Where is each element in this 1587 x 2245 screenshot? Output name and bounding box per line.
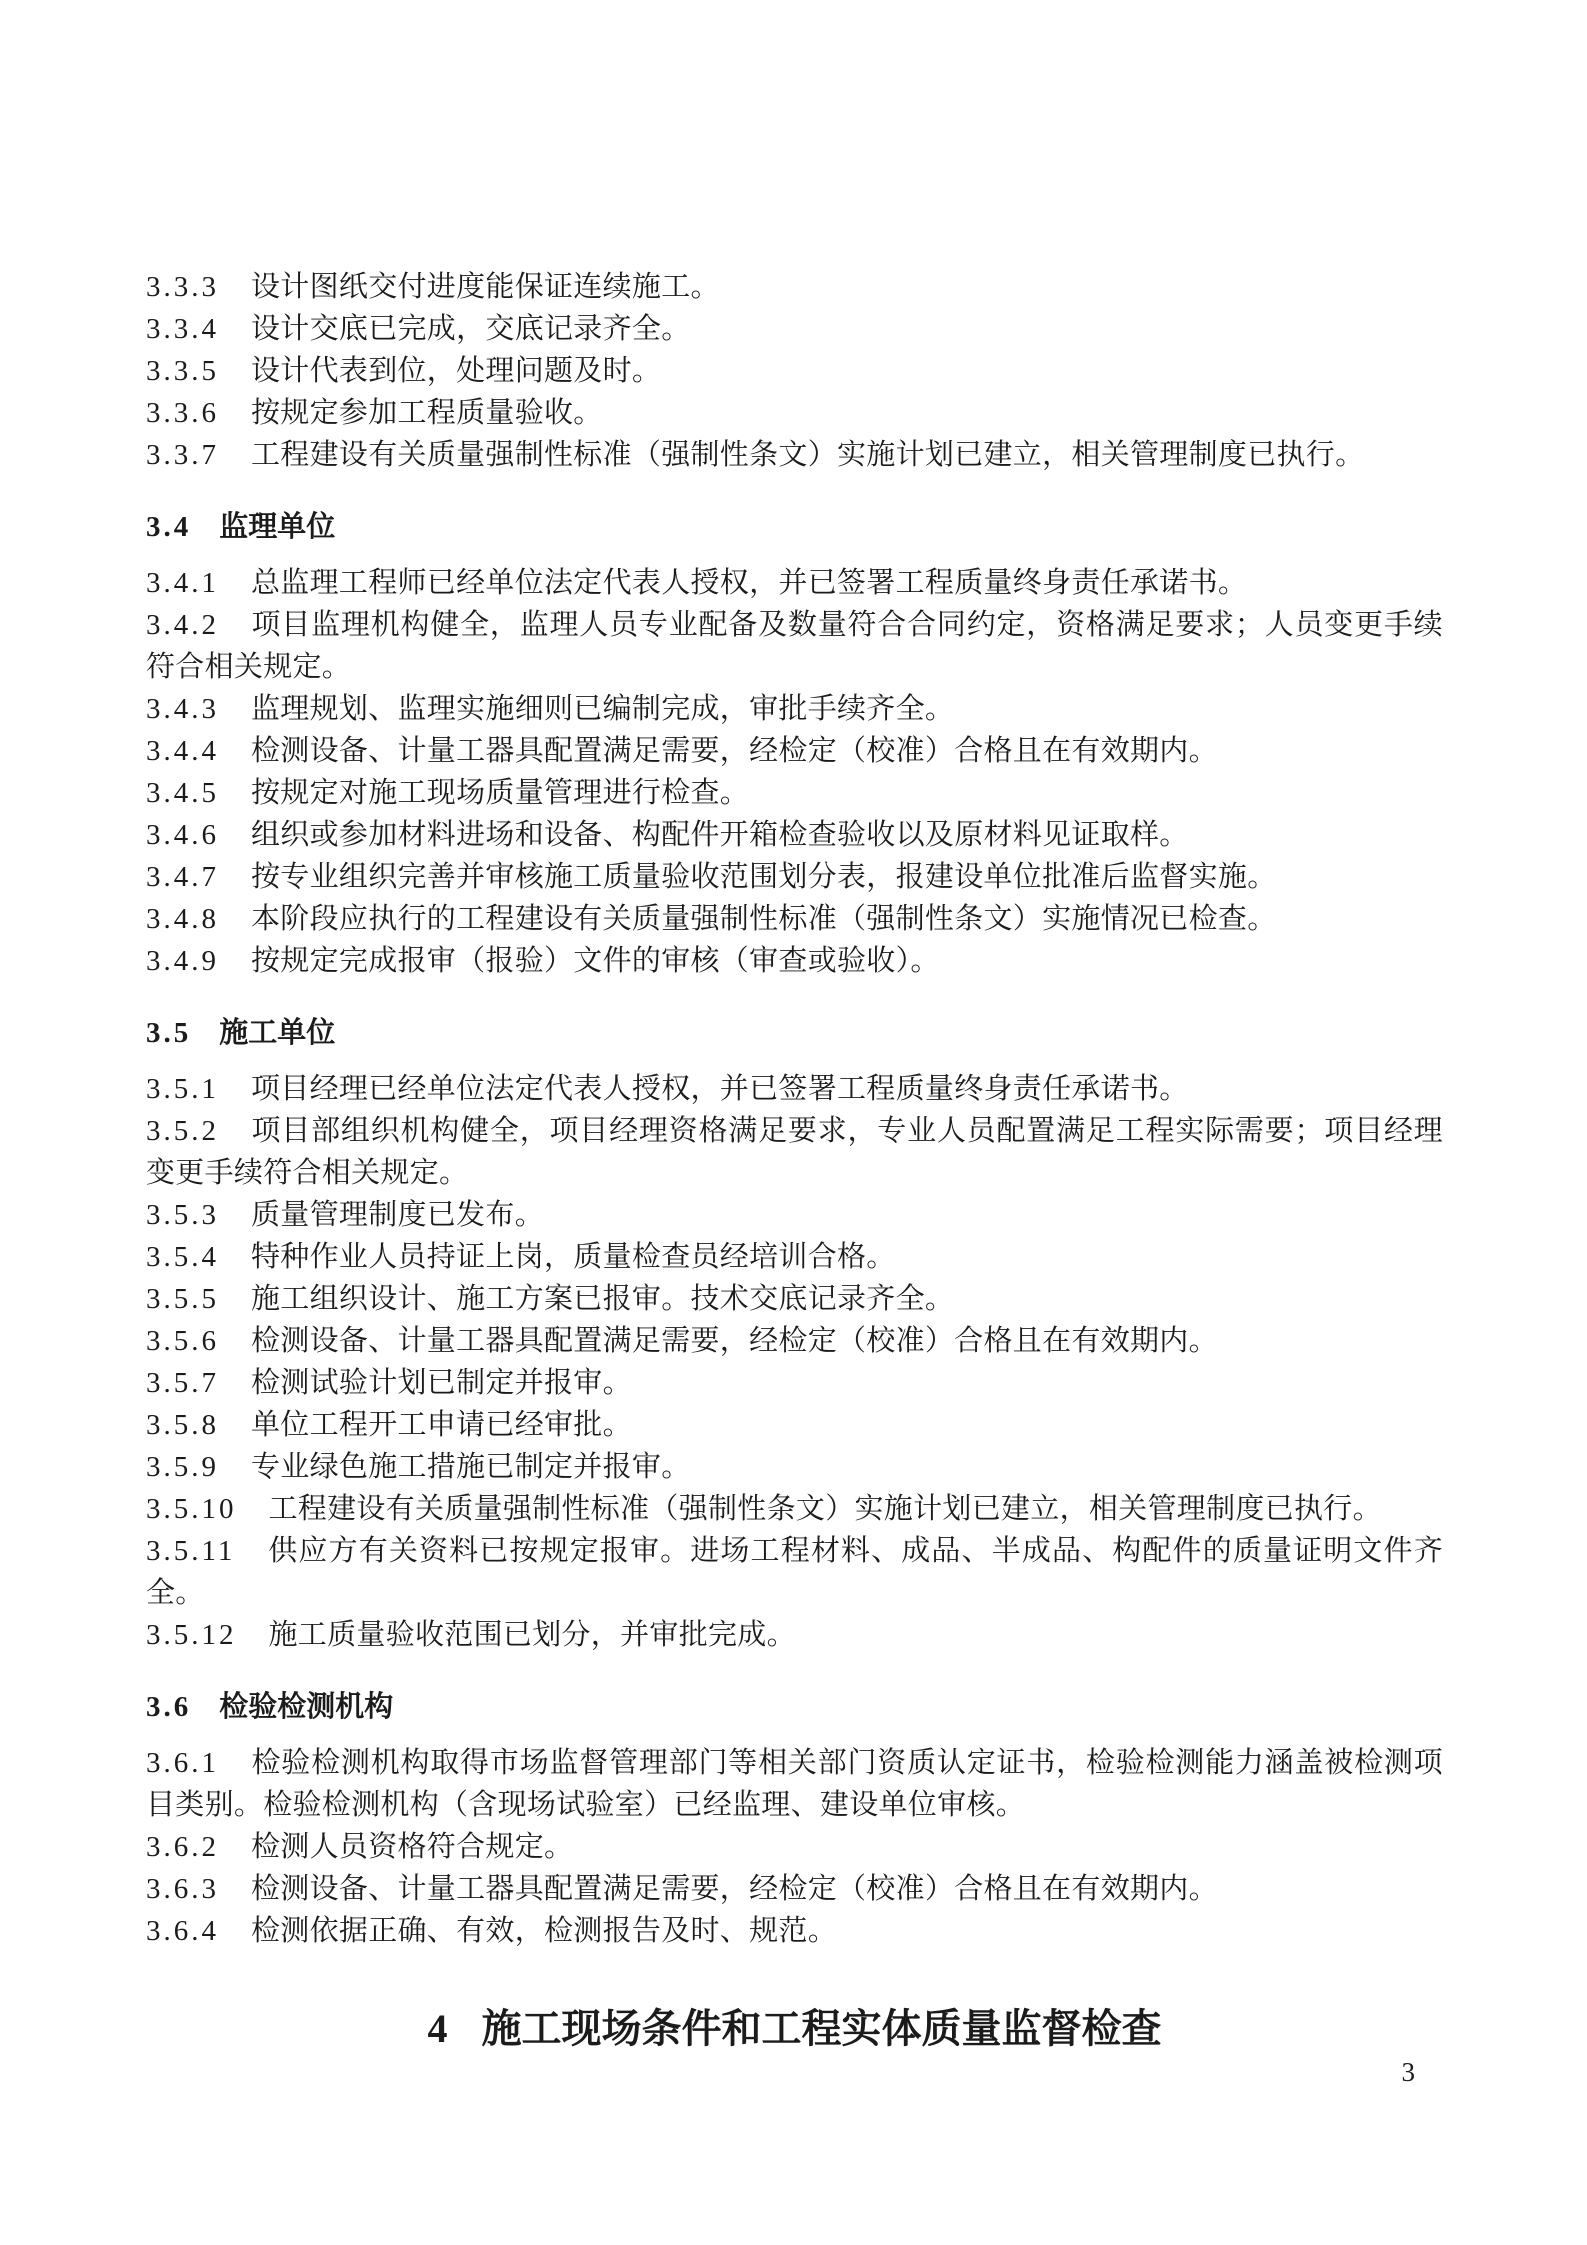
- clause-number: 3.5.5: [146, 1283, 219, 1315]
- clause-3-6-4: [146, 1910, 1443, 1952]
- clause-text: 监理规划、监理实施细则已编制完成，审批手续齐全。: [251, 693, 955, 725]
- clause-text: 设计代表到位，处理问题及时。: [251, 355, 662, 387]
- clause-number: 3.5.11: [146, 1535, 236, 1567]
- section-title: 施工单位: [219, 1017, 336, 1049]
- clause-text: 工程建设有关质量强制性标准（强制性条文）实施计划已建立，相关管理制度已执行。: [251, 439, 1365, 471]
- clause-number: 3.4.7: [146, 861, 219, 893]
- section-title: 监理单位: [219, 511, 336, 543]
- clause-text: 项目监理机构健全，监理人员专业配备及数量符合合同约定，资格满足要求；人员变更手续符合相关规定。: [146, 609, 1443, 683]
- section-heading-3-4: [146, 506, 1443, 548]
- clause-text: 项目部组织机构健全，项目经理资格满足要求，专业人员配置满足工程实际需要；项目经理变更手续符合相关规定。: [146, 1115, 1443, 1189]
- page-number: 3: [1401, 2057, 1415, 2087]
- clause-3-5-2: [146, 1110, 1443, 1194]
- clause-text: 供应方有关资料已按规定报审。进场工程材料、成品、半成品、构配件的质量证明文件齐全。: [146, 1535, 1443, 1609]
- clause-3-4-7: [146, 856, 1443, 898]
- clause-number: 3.4.9: [146, 945, 219, 977]
- page-body: [146, 266, 1443, 2058]
- clause-text: 单位工程开工申请已经审批。: [251, 1409, 632, 1441]
- section-number: 3.4: [146, 511, 192, 543]
- clause-text: 特种作业人员持证上岗，质量检查员经培训合格。: [251, 1241, 896, 1273]
- clause-number: 3.3.4: [146, 313, 219, 345]
- clause-3-5-10: [146, 1488, 1443, 1530]
- clause-number: 3.5.9: [146, 1451, 219, 1483]
- clause-3-4-3: [146, 688, 1443, 730]
- clause-3-3-4: [146, 308, 1443, 350]
- chapter-title: 施工现场条件和工程实体质量监督检查: [481, 2007, 1162, 2051]
- clause-3-3-7: [146, 434, 1443, 476]
- section-heading-3-6: [146, 1686, 1443, 1728]
- clause-text: 质量管理制度已发布。: [251, 1199, 545, 1231]
- section-number: 3.6: [146, 1691, 192, 1723]
- clause-number: 3.5.1: [146, 1073, 219, 1105]
- clause-3-6-1: [146, 1742, 1443, 1826]
- clause-3-4-8: [146, 898, 1443, 940]
- clause-3-5-7: [146, 1362, 1443, 1404]
- clause-text: 总监理工程师已经单位法定代表人授权，并已签署工程质量终身责任承诺书。: [251, 567, 1248, 599]
- clause-3-5-1: [146, 1068, 1443, 1110]
- clause-text: 工程建设有关质量强制性标准（强制性条文）实施计划已建立，相关管理制度已执行。: [268, 1493, 1382, 1525]
- clause-number: 3.6.3: [146, 1873, 219, 1905]
- clause-text: 检测试验计划已制定并报审。: [251, 1367, 632, 1399]
- clause-number: 3.4.4: [146, 735, 219, 767]
- clause-3-4-6: [146, 814, 1443, 856]
- clause-text: 施工组织设计、施工方案已报审。技术交底记录齐全。: [251, 1283, 955, 1315]
- clause-text: 按专业组织完善并审核施工质量验收范围划分表，报建设单位批准后监督实施。: [251, 861, 1277, 893]
- clause-number: 3.6.2: [146, 1831, 219, 1863]
- clause-text: 项目经理已经单位法定代表人授权，并已签署工程质量终身责任承诺书。: [251, 1073, 1189, 1105]
- clause-3-4-2: [146, 604, 1443, 688]
- section-number: 3.5: [146, 1017, 192, 1049]
- clause-number: 3.4.1: [146, 567, 219, 599]
- clause-3-3-6: [146, 392, 1443, 434]
- clause-number: 3.5.3: [146, 1199, 219, 1231]
- clause-3-6-2: [146, 1826, 1443, 1868]
- chapter-heading-4: [146, 2000, 1443, 2058]
- clause-text: 组织或参加材料进场和设备、构配件开箱检查验收以及原材料见证取样。: [251, 819, 1189, 851]
- clause-number: 3.5.10: [146, 1493, 237, 1525]
- clause-3-5-9: [146, 1446, 1443, 1488]
- clause-3-5-11: [146, 1530, 1443, 1614]
- clause-number: 3.4.3: [146, 693, 219, 725]
- clause-number: 3.3.7: [146, 439, 219, 471]
- clause-text: 专业绿色施工措施已制定并报审。: [251, 1451, 691, 1483]
- section-title: 检验检测机构: [219, 1691, 394, 1723]
- clause-text: 设计交底已完成，交底记录齐全。: [251, 313, 691, 345]
- clause-text: 检测设备、计量工器具配置满足需要，经检定（校准）合格且在有效期内。: [251, 735, 1218, 767]
- clause-3-5-3: [146, 1194, 1443, 1236]
- clause-number: 3.3.3: [146, 271, 219, 303]
- clause-text: 检测人员资格符合规定。: [251, 1831, 574, 1863]
- clause-text: 本阶段应执行的工程建设有关质量强制性标准（强制性条文）实施情况已检查。: [251, 903, 1277, 935]
- clause-number: 3.6.1: [146, 1747, 219, 1779]
- clause-3-5-8: [146, 1404, 1443, 1446]
- chapter-number: 4: [427, 2006, 448, 2051]
- section-heading-3-5: [146, 1012, 1443, 1054]
- clause-number: 3.3.6: [146, 397, 219, 429]
- clause-text: 施工质量验收范围已划分，并审批完成。: [268, 1619, 796, 1651]
- clause-number: 3.4.6: [146, 819, 219, 851]
- clause-text: 按规定完成报审（报验）文件的审核（审查或验收）。: [251, 945, 940, 977]
- clause-3-4-4: [146, 730, 1443, 772]
- clause-number: 3.5.2: [146, 1115, 219, 1147]
- clause-3-3-3: [146, 266, 1443, 308]
- clause-number: 3.3.5: [146, 355, 219, 387]
- clause-number: 3.5.8: [146, 1409, 219, 1441]
- clause-number: 3.6.4: [146, 1915, 219, 1947]
- clause-number: 3.4.2: [146, 609, 219, 641]
- clause-3-5-12: [146, 1614, 1443, 1656]
- clause-number: 3.5.6: [146, 1325, 219, 1357]
- clause-text: 检测设备、计量工器具配置满足需要，经检定（校准）合格且在有效期内。: [251, 1873, 1218, 1905]
- clause-text: 设计图纸交付进度能保证连续施工。: [251, 271, 720, 303]
- clause-text: 检测设备、计量工器具配置满足需要，经检定（校准）合格且在有效期内。: [251, 1325, 1218, 1357]
- clause-number: 3.5.7: [146, 1367, 219, 1399]
- clause-3-4-9: [146, 940, 1443, 982]
- clause-3-3-5: [146, 350, 1443, 392]
- clause-3-6-3: [146, 1868, 1443, 1910]
- clause-3-4-1: [146, 562, 1443, 604]
- clause-number: 3.4.5: [146, 777, 219, 809]
- clause-number: 3.4.8: [146, 903, 219, 935]
- clause-3-4-5: [146, 772, 1443, 814]
- clause-text: 检验检测机构取得市场监督管理部门等相关部门资质认定证书，检验检测能力涵盖被检测项目类别。检验检测机构（含现场试验室）已经监理、建设单位审核。: [146, 1747, 1443, 1821]
- clause-number: 3.5.12: [146, 1619, 237, 1651]
- clause-3-5-5: [146, 1278, 1443, 1320]
- clause-text: 按规定对施工现场质量管理进行检查。: [251, 777, 750, 809]
- clause-text: 按规定参加工程质量验收。: [251, 397, 603, 429]
- clause-3-5-6: [146, 1320, 1443, 1362]
- clause-3-5-4: [146, 1236, 1443, 1278]
- clause-text: 检测依据正确、有效，检测报告及时、规范。: [251, 1915, 838, 1947]
- clause-number: 3.5.4: [146, 1241, 219, 1273]
